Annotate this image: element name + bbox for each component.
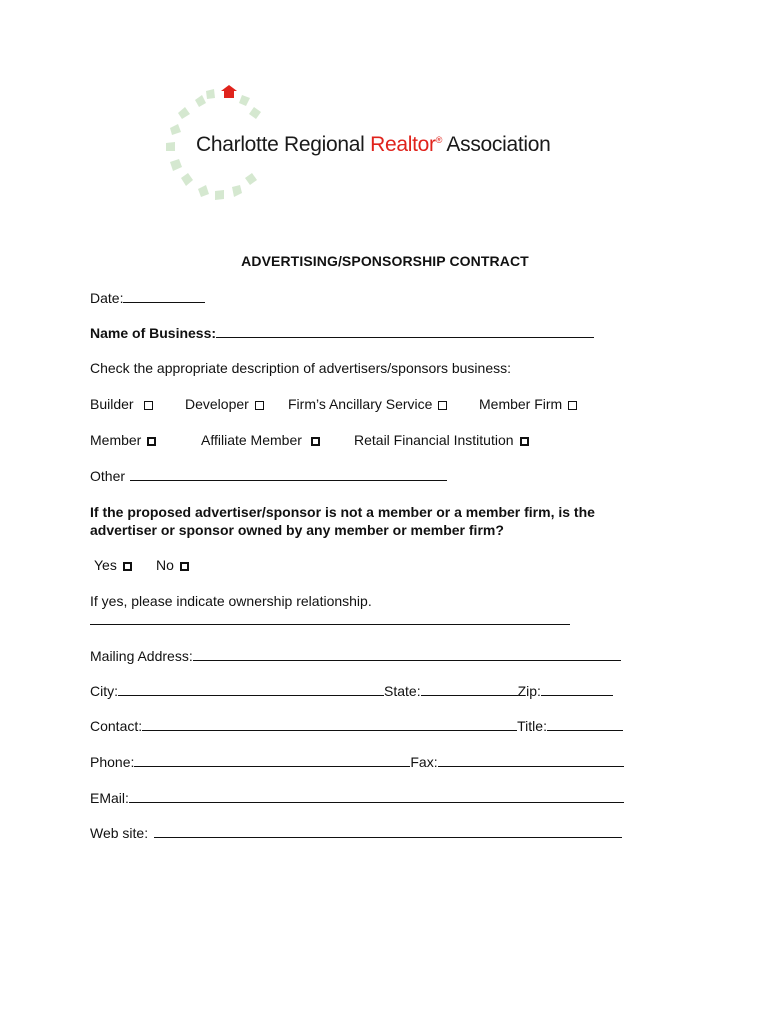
date-row — [90, 289, 205, 306]
contact-label: Contact: — [90, 718, 143, 734]
business-row — [90, 324, 594, 341]
association-logo — [160, 85, 590, 210]
email-label: EMail: — [90, 790, 129, 806]
member-firm-checkbox[interactable] — [568, 401, 577, 410]
title-label: Title: — [517, 718, 547, 734]
date-label: Date: — [90, 290, 124, 306]
developer-checkbox[interactable] — [255, 401, 264, 410]
zip-label: Zip: — [517, 683, 541, 699]
option-ancillary-label: Firm’s Ancillary Service — [288, 396, 433, 412]
option-affiliate-label: Affiliate Member — [201, 432, 302, 448]
ancillary-checkbox[interactable] — [438, 401, 447, 410]
business-label: Name of Business: — [90, 325, 217, 341]
logo-text-association: Association — [442, 133, 551, 156]
other-field[interactable] — [130, 467, 447, 481]
page-title: ADVERTISING/SPONSORSHIP CONTRACT — [241, 253, 529, 269]
website-field[interactable] — [154, 824, 622, 838]
no-checkbox[interactable] — [180, 562, 189, 571]
option-developer-label: Developer — [185, 396, 249, 412]
contact-row — [90, 717, 623, 734]
option-member — [90, 432, 156, 448]
phone-label: Phone: — [90, 754, 135, 770]
member-checkbox[interactable] — [147, 437, 156, 446]
option-yes — [94, 557, 132, 573]
option-no — [156, 557, 189, 573]
logo-wordmark — [196, 133, 551, 157]
state-field[interactable] — [421, 682, 518, 696]
mailing-row — [90, 647, 621, 664]
option-developer — [185, 396, 264, 412]
check-prompt: Check the appropriate description of advertisers/sponsors business: — [90, 360, 511, 376]
logo-text-charlotte: Charlotte Regional — [196, 133, 371, 156]
phone-row — [90, 753, 624, 770]
date-field[interactable] — [123, 289, 205, 303]
yes-checkbox[interactable] — [123, 562, 132, 571]
builder-checkbox[interactable] — [144, 401, 153, 410]
fax-field[interactable] — [438, 753, 624, 767]
city-row — [90, 682, 613, 699]
option-builder-label: Builder — [90, 396, 134, 412]
ownership-prompt: If yes, please indicate ownership relationship. — [90, 593, 372, 609]
house-icon — [221, 85, 237, 98]
option-ancillary — [288, 396, 447, 412]
logo-text-realtor: Realtor — [370, 133, 436, 156]
fax-label: Fax: — [410, 754, 438, 770]
ownership-question: If the proposed advertiser/sponsor is not a member or a member firm, is the advertiser or sponsor owned by any member or member firm? — [90, 504, 595, 538]
business-field[interactable] — [216, 324, 594, 338]
state-label: State: — [384, 683, 421, 699]
option-affiliate — [201, 432, 320, 448]
option-member-firm-label: Member Firm — [479, 396, 563, 412]
city-label: City: — [90, 683, 118, 699]
yes-label: Yes — [94, 557, 117, 573]
option-retail-label: Retail Financial Institution — [354, 432, 514, 448]
option-retail — [354, 432, 529, 448]
mailing-label: Mailing Address: — [90, 648, 193, 664]
zip-field[interactable] — [541, 682, 613, 696]
city-field[interactable] — [118, 682, 384, 696]
option-builder — [90, 396, 153, 412]
ownership-field[interactable] — [90, 624, 570, 625]
email-row — [90, 789, 624, 806]
website-label: Web site: — [90, 825, 149, 841]
mailing-field[interactable] — [193, 647, 621, 661]
affiliate-checkbox[interactable] — [311, 437, 320, 446]
contact-field[interactable] — [142, 717, 517, 731]
retail-checkbox[interactable] — [520, 437, 529, 446]
phone-field[interactable] — [134, 753, 410, 767]
no-label: No — [156, 557, 174, 573]
other-label: Other — [90, 468, 126, 484]
other-row — [90, 467, 447, 484]
title-field[interactable] — [547, 717, 623, 731]
option-member-firm — [479, 396, 577, 412]
email-field[interactable] — [129, 789, 624, 803]
logo-registered-mark: ® — [435, 135, 443, 145]
option-member-label: Member — [90, 432, 142, 448]
website-row — [90, 824, 622, 841]
